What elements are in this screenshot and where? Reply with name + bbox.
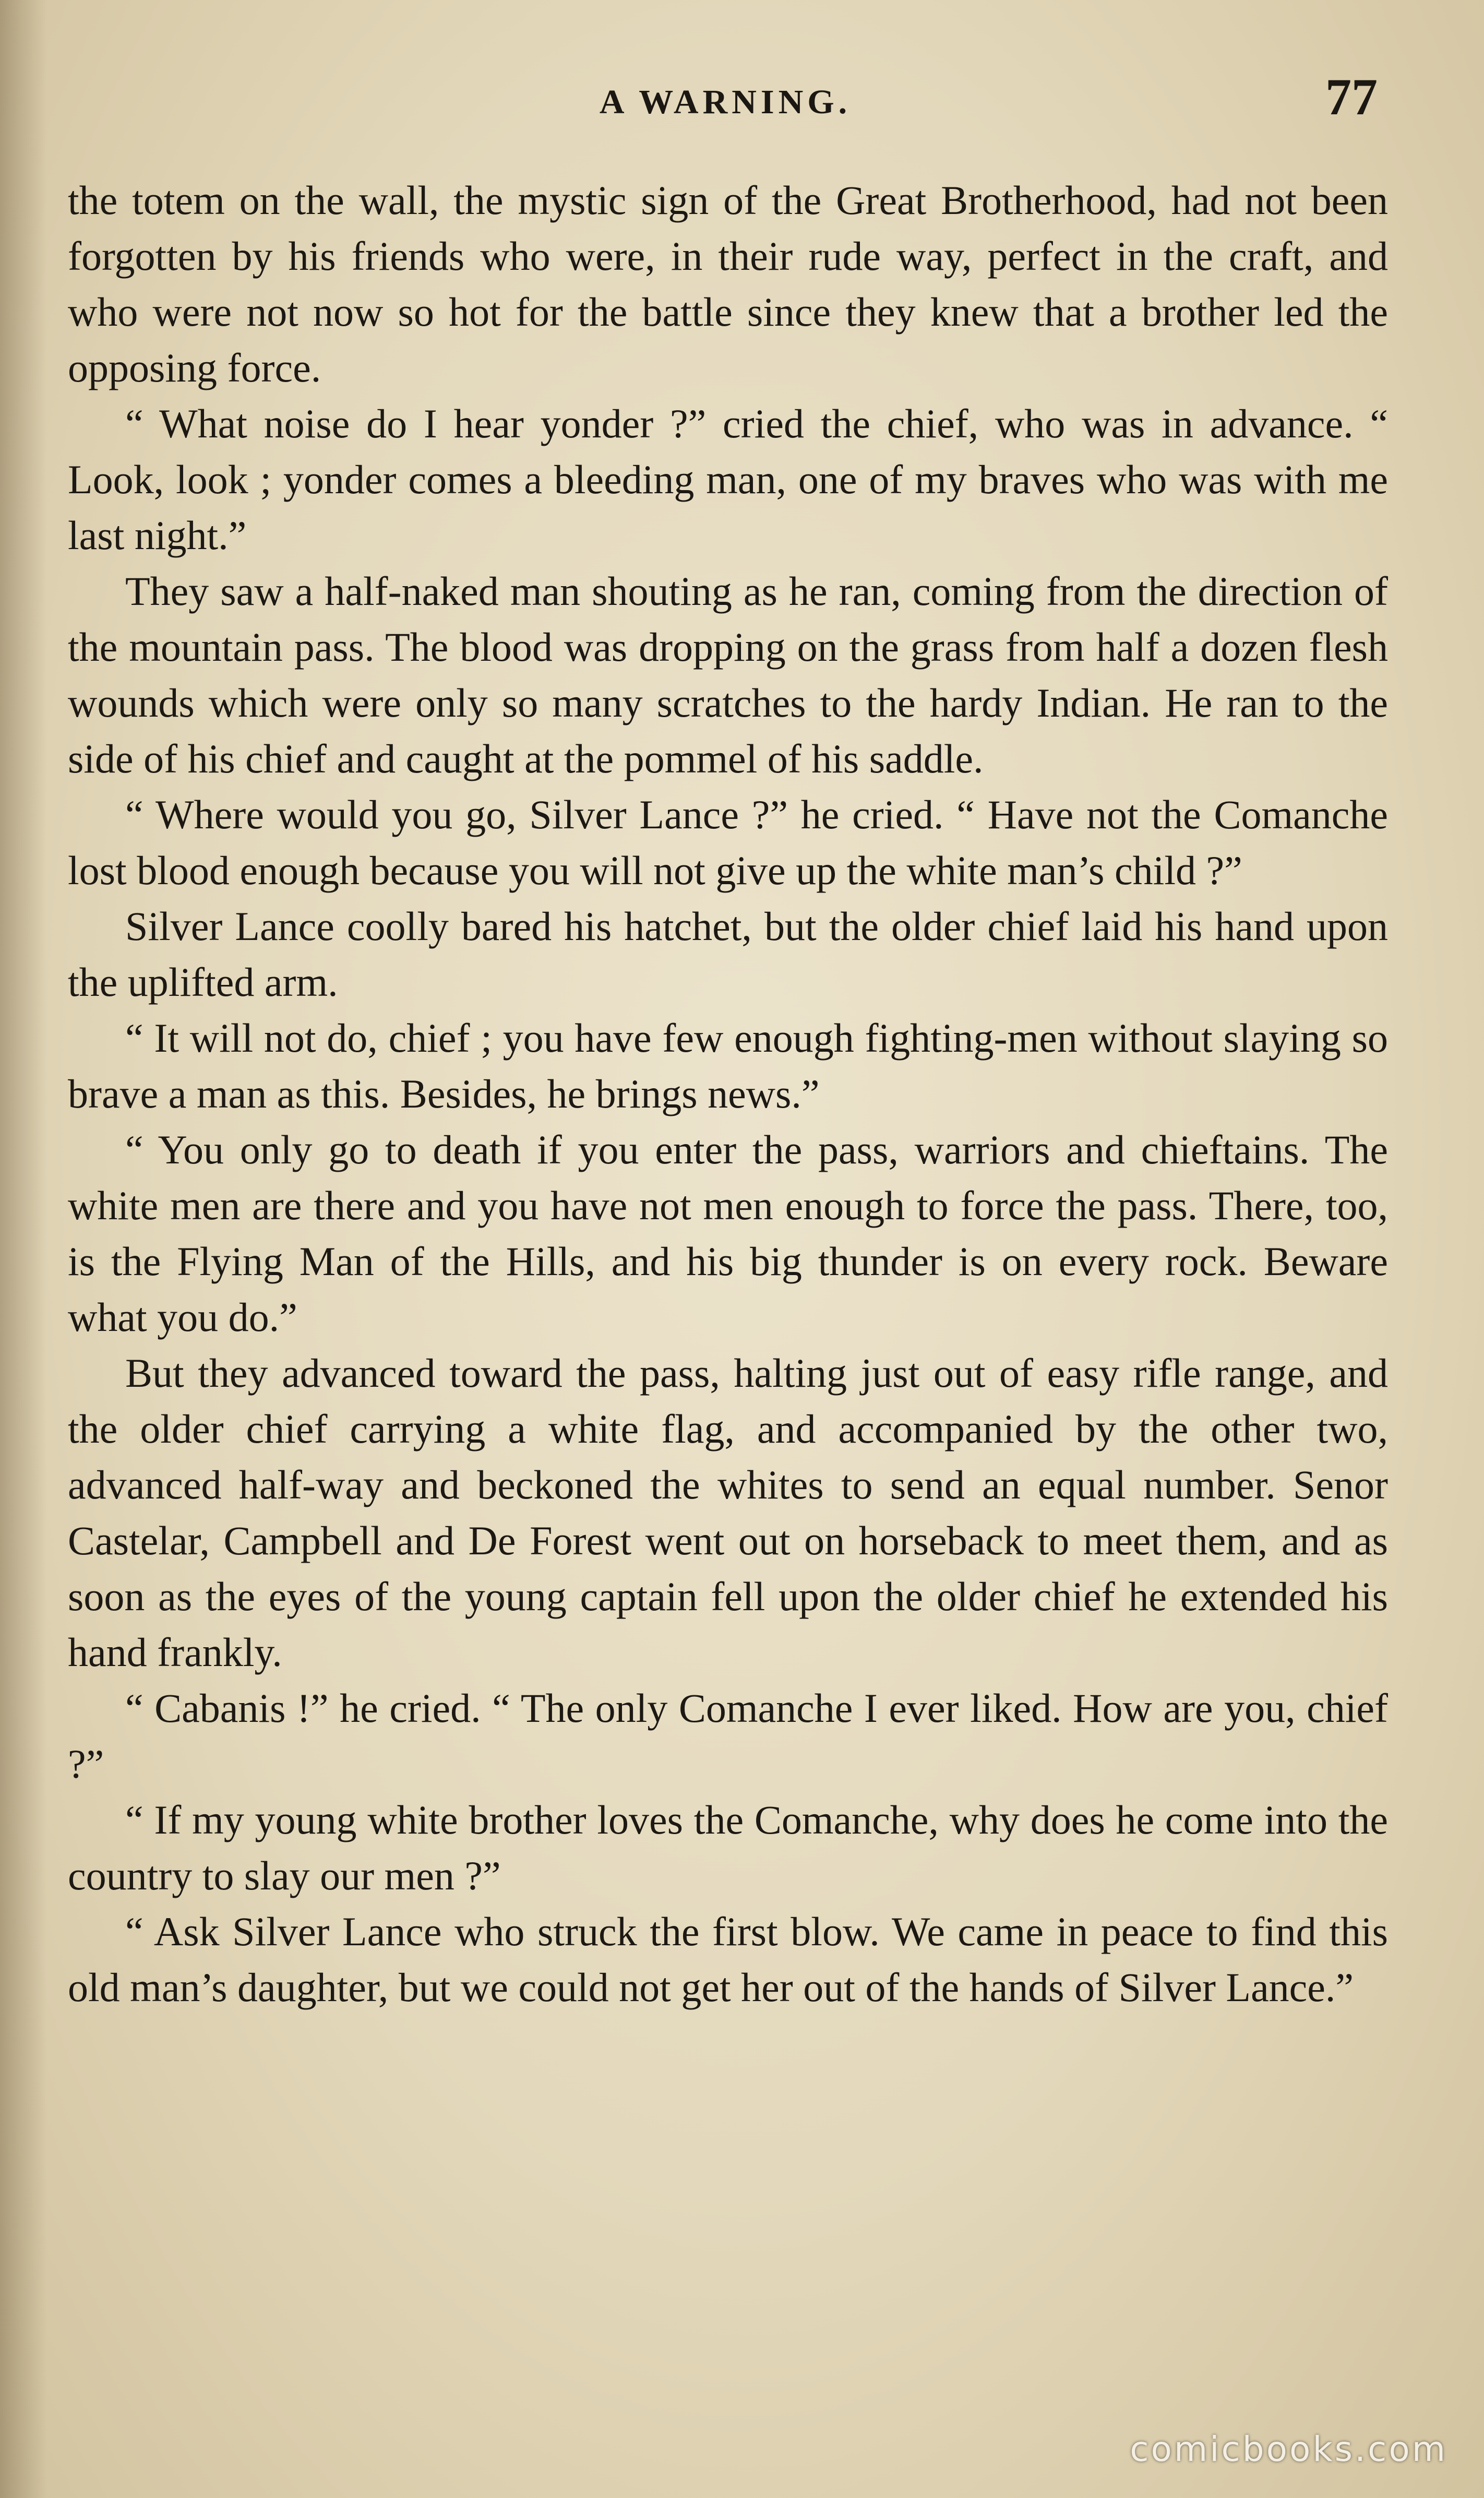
body-text <box>68 172 1388 2015</box>
paragraph: They saw a half-naked man shouting as he ran, coming from the direction of the mountain pass. The blood was dropping on the grass from half a dozen flesh wounds which were only so many scratches to the hardy Indian. He ran to the side of his chief and caught at the pommel of his saddle. <box>68 568 1388 781</box>
binding-shadow <box>0 0 47 2498</box>
running-title: A WARNING. <box>599 83 852 121</box>
page-header <box>73 63 1378 151</box>
paragraph: “ You only go to death if you enter the pass, warriors and chieftains. The white men are there and you have not men enough to force the pass. There, too, is the Flying Man of the Hills, and his big thunder is on every rock. Beware what you do.” <box>68 1127 1388 1340</box>
watermark: comicbooks.com <box>1130 2429 1447 2469</box>
paragraph: “ What noise do I hear yonder ?” cried the chief, who was in advance. “ Look, look ; yonder comes a bleeding man, one of my braves who was with me last night.” <box>68 401 1388 558</box>
paragraph: “ If my young white brother loves the Comanche, why does he come into the country to slay our men ?” <box>68 1797 1388 1898</box>
paragraph: “ It will not do, chief ; you have few enough fighting-men without slaying so brave a man as this. Besides, he brings news.” <box>68 1015 1388 1116</box>
paragraph: “ Cabanis !” he cried. “ The only Comanche I ever liked. How are you, chief ?” <box>68 1685 1388 1787</box>
paragraph: Silver Lance coolly bared his hatchet, but the older chief laid his hand upon the uplifted arm. <box>68 903 1388 1005</box>
paragraph: “ Ask Silver Lance who struck the first blow. We came in peace to find this old man’s daughter, but we could not get her out of the hands of Silver Lance.” <box>68 1909 1388 2010</box>
paragraph: the totem on the wall, the mystic sign of the Great Brotherhood, had not been forgotten by his friends who were, in their rude way, perfect in the craft, and who were not now so hot for the battle since they knew that a brother led the opposing force. <box>68 177 1388 390</box>
paragraph: “ Where would you go, Silver Lance ?” he cried. “ Have not the Comanche lost blood enough because you will not give up the white man’s child ?” <box>68 792 1388 893</box>
paragraph: But they advanced toward the pass, halting just out of easy rifle range, and the older chief carrying a white flag, and accompanied by the other two, advanced half-way and beckoned the whites to send an equal number. Senor Castelar, Campbell and De Forest went out on horseback to meet them, and as soon as the eyes of the young captain fell upon the older chief he extended his hand frankly. <box>68 1350 1388 1675</box>
page-number: 77 <box>1325 68 1378 126</box>
